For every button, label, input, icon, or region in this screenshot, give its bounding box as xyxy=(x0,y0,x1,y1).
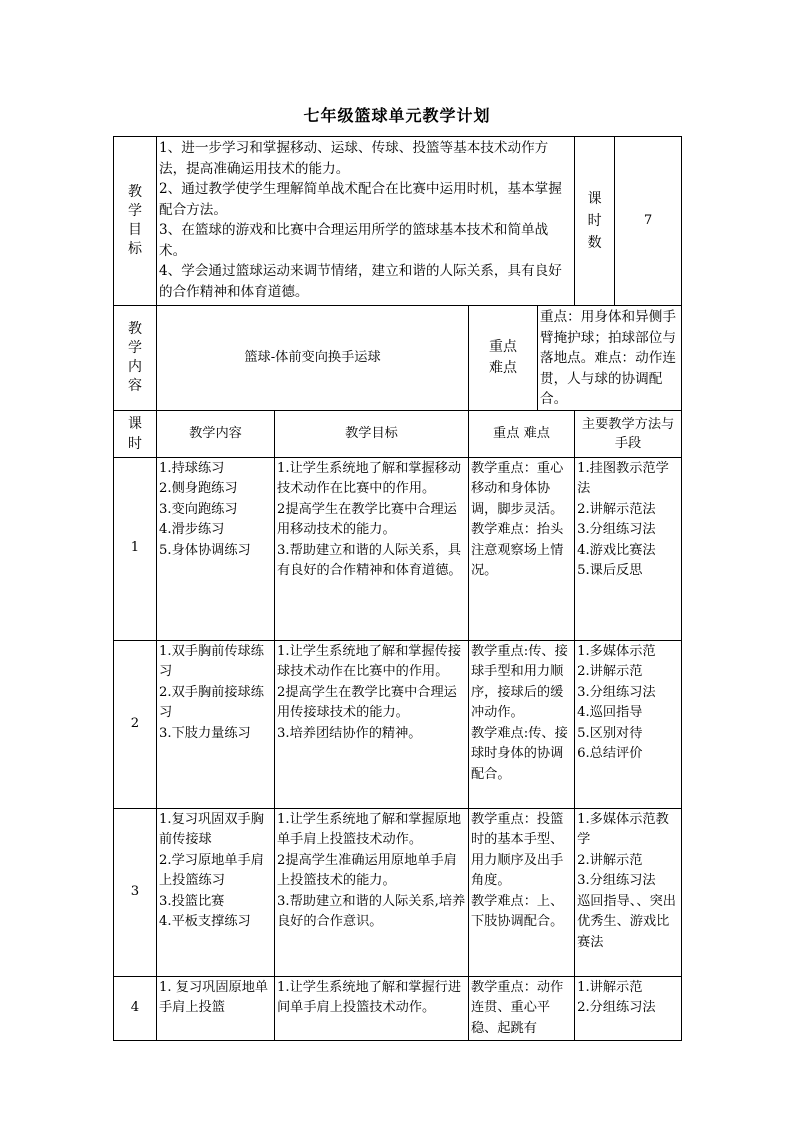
objectives-label: 教 学 目 标 xyxy=(114,137,157,306)
lesson-content: 1. 复习巩固原地单手肩上投篮 xyxy=(157,976,275,1040)
lesson-method: 1.挂图教示范学法 2.讲解示范法 3.分组练习法 4.游戏比赛法 5.课后反思 xyxy=(575,457,682,640)
lesson-content: 1.双手胸前传球练习 2.双手胸前接球练习 3.下肢力量练习 xyxy=(157,640,275,808)
lesson-plan-table xyxy=(113,136,682,1041)
lesson-key: 教学重点：重心移动和身体协调，脚步灵活。 教学难点：抬头注意观察场上情况。 xyxy=(469,457,575,640)
lesson-goal: 1.让学生系统地了解和掌握行进间单手肩上投篮技术动作。 xyxy=(275,976,469,1040)
page-title: 七年级篮球单元教学计划 xyxy=(303,106,491,125)
lesson-key: 教学重点：动作连贯、重心平稳、起跳有 xyxy=(469,976,575,1040)
content-row xyxy=(114,306,682,411)
header-method: 主要教学方法与手段 xyxy=(575,410,682,457)
lesson-period: 1 xyxy=(114,457,157,640)
lesson-goal: 1.让学生系统地了解和掌握原地单手肩上投篮技术动作。 2提高学生准确运用原地单手肩上投篮技术的能力。 3.帮助建立和谐的人际关系,培养良好的合作意识。 xyxy=(275,808,469,976)
header-goal: 教学目标 xyxy=(275,410,469,457)
hours-value: 7 xyxy=(615,137,682,306)
header-content: 教学内容 xyxy=(157,410,275,457)
content-label: 教 学 内 容 xyxy=(114,306,157,411)
lesson-row xyxy=(114,457,682,640)
lesson-row xyxy=(114,976,682,1040)
lesson-key: 教学重点：投篮时的基本手型、用力顺序及出手角度。 教学难点：上、下肢协调配合。 xyxy=(469,808,575,976)
objectives-row xyxy=(114,137,682,306)
objectives-text: 1、进一步学习和掌握移动、运球、传球、投篮等基本技术动作方法，提高准确运用技术的能力。 2、通过教学使学生理解简单战术配合在比赛中运用时机，基本掌握配合方法。 3、在篮球的游戏和比赛中合理运用所学的篮球基本技术和简单战术。 4、学会通过篮球运动来调节情绪，建立和谐的人际关系，具有良好的合作精神和体育道德。 xyxy=(157,137,575,306)
lesson-period: 2 xyxy=(114,640,157,808)
lesson-method: 1.多媒体示范教学 2.讲解示范 3.分组练习法 巡回指导、、突出优秀生、游戏比赛法 xyxy=(575,808,682,976)
lesson-content: 1.持球练习 2.侧身跑练习 3.变向跑练习 4.滑步练习 5.身体协调练习 xyxy=(157,457,275,640)
content-value: 篮球-体前变向换手运球 xyxy=(157,306,469,411)
key-text: 重点：用身体和异侧手臂掩护球；拍球部位与落地点。难点：动作连贯，人与球的协调配合。 xyxy=(538,306,682,411)
lesson-method: 1.多媒体示范 2.讲解示范 3.分组练习法 4.巡回指导 5.区别对待 6.总结评价 xyxy=(575,640,682,808)
lesson-period: 4 xyxy=(114,976,157,1040)
lesson-key: 教学重点:传、接球手型和用力顺序，接球后的缓冲动作。 教学难点:传、接球时身体的协调配合。 xyxy=(469,640,575,808)
hours-label: 课 时 数 xyxy=(575,137,615,306)
lesson-header-row xyxy=(114,410,682,457)
header-key: 重点 难点 xyxy=(469,410,575,457)
key-label: 重点 难点 xyxy=(469,306,538,411)
lesson-row xyxy=(114,808,682,976)
lesson-period: 3 xyxy=(114,808,157,976)
lesson-method: 1.讲解示范 2.分组练习法 xyxy=(575,976,682,1040)
header-period: 课 时 xyxy=(114,410,157,457)
lesson-goal: 1.让学生系统地了解和掌握移动技术动作在比赛中的作用。 2提高学生在教学比赛中合理运用移动技术的能力。 3.帮助建立和谐的人际关系，具有良好的合作精神和体育道德。 xyxy=(275,457,469,640)
lesson-content: 1.复习巩固双手胸前传接球 2.学习原地单手肩上投篮练习 3.投篮比赛 4.平板支撑练习 xyxy=(157,808,275,976)
lesson-row xyxy=(114,640,682,808)
lesson-goal: 1.让学生系统地了解和掌握传接球技术动作在比赛中的作用。 2提高学生在教学比赛中合理运用传接球技术的能力。 3.培养团结协作的精神。 xyxy=(275,640,469,808)
